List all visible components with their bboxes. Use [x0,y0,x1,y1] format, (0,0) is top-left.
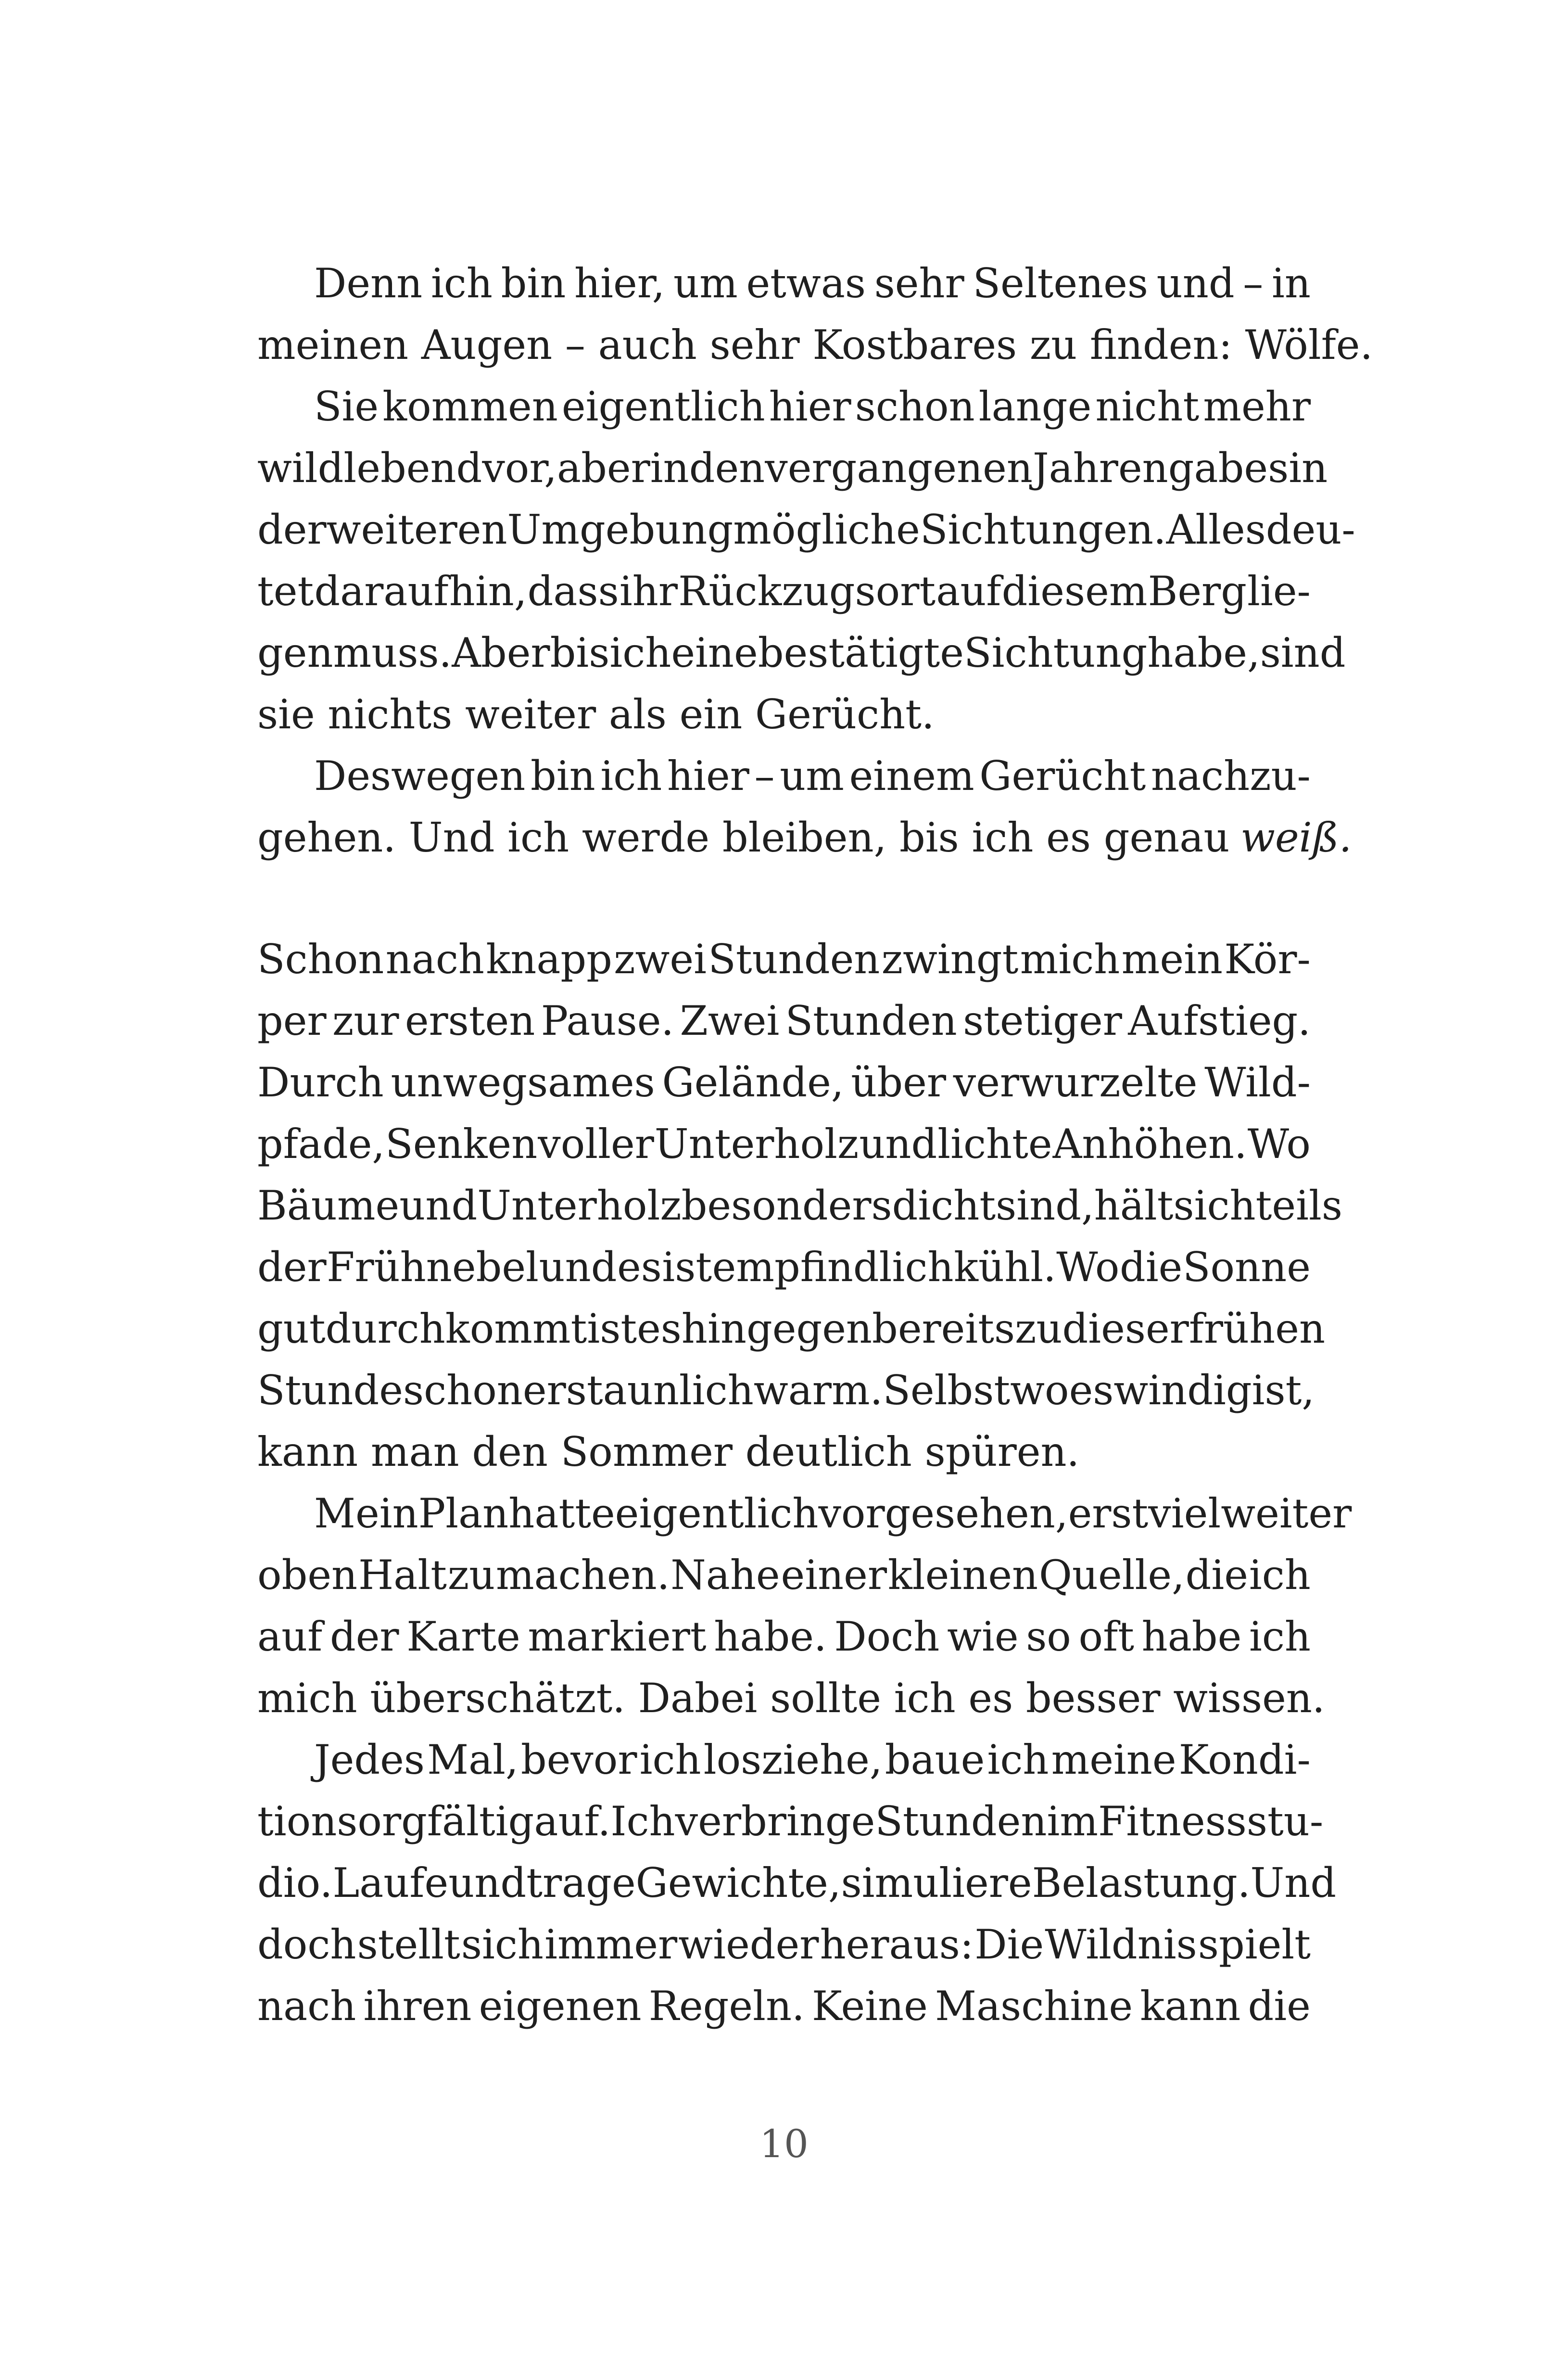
paragraph-6-line-1: Jedes Mal, bevor ich losziehe, baue ich meine Kondi- [314,1736,1311,1783]
paragraph-2-line-3: der weiteren Umgebung mögliche Sichtungen. Alles deu- [257,506,1355,553]
paragraph-4-line-8: Stunde schon erstaunlich warm. Selbst wo es windig ist, [257,1367,1315,1414]
text-block-upper [257,253,1373,868]
paragraph-3-line-2-text: gehen. Und ich werde bleiben, bis ich es genau [257,814,1230,861]
paragraph-5-line-2: oben Halt zu machen. Nahe einer kleinen Quelle, die ich [257,1551,1311,1599]
paragraph-1-line-1: Denn ich bin hier, um etwas sehr Seltenes und – in [314,260,1311,307]
paragraph-3-line-1: Deswegen bin ich hier – um einem Gerücht nachzu- [314,752,1311,800]
paragraph-1-line-2: meinen Augen – auch sehr Kostbares zu finden: Wölfe. [257,321,1373,369]
paragraph-4-line-7: gut durchkommt ist es hingegen bereits zu dieser frühen [257,1305,1326,1352]
paragraph-6-line-4: doch stellt sich immer wieder heraus: Die Wildnis spielt [257,1921,1311,1968]
text-block-lower [257,928,1352,2037]
paragraph-4-line-2: per zur ersten Pause. Zwei Stunden stetiger Aufstieg. [257,997,1311,1044]
paragraph-4-line-6: der Frühnebel und es ist empfindlich kühl. Wo die Sonne [257,1244,1311,1291]
paragraph-3-line-2 [257,807,1352,868]
paragraph-5-line-3: auf der Karte markiert habe. Doch wie so oft habe ich [257,1613,1311,1660]
paragraph-5-line-4: mich überschätzt. Dabei sollte ich es besser wissen. [257,1675,1325,1722]
paragraph-2-line-2: wildlebend vor, aber in den vergangenen Jahren gab es in [257,445,1328,492]
paragraph-4-line-5: Bäume und Unterholz besonders dicht sind, hält sich teils [257,1182,1342,1229]
paragraph-2-line-4: tet darauf hin, dass ihr Rückzugsort auf diesem Berg lie- [257,568,1311,615]
paragraph-6-line-3: dio. Laufe und trage Gewichte, simuliere Belastung. Und [257,1859,1337,1906]
paragraph-2-line-5: gen muss. Aber bis ich eine bestätigte Sichtung habe, sind [257,629,1346,676]
paragraph-6-line-2: tion sorgfältig auf. Ich verbringe Stunden im Fitnessstu- [257,1798,1324,1845]
paragraph-4-line-4: pfade, Senken voller Unterholz und lichte Anhöhen. Wo [257,1120,1311,1168]
paragraph-4-line-3: Durch unwegsames Gelände, über verwurzelte Wild- [257,1059,1311,1106]
paragraph-2-line-6: sie nichts weiter als ein Gerücht. [257,691,935,738]
paragraph-4-line-9: kann man den Sommer deutlich spüren. [257,1428,1080,1475]
paragraph-2-line-1: Sie kommen eigentlich hier schon lange nicht mehr [314,383,1311,430]
paragraph-5-line-1: Mein Plan hatte eigentlich vorgesehen, erst viel weiter [314,1490,1352,1537]
page-number: 10 [759,2122,809,2166]
paragraph-4-line-1: Schon nach knapp zwei Stunden zwingt mich mein Kör- [257,936,1311,983]
paragraph-3-emphasis: weiß. [1240,814,1352,861]
paragraph-6-line-5: nach ihren eigenen Regeln. Keine Maschine kann die [257,1983,1311,2030]
